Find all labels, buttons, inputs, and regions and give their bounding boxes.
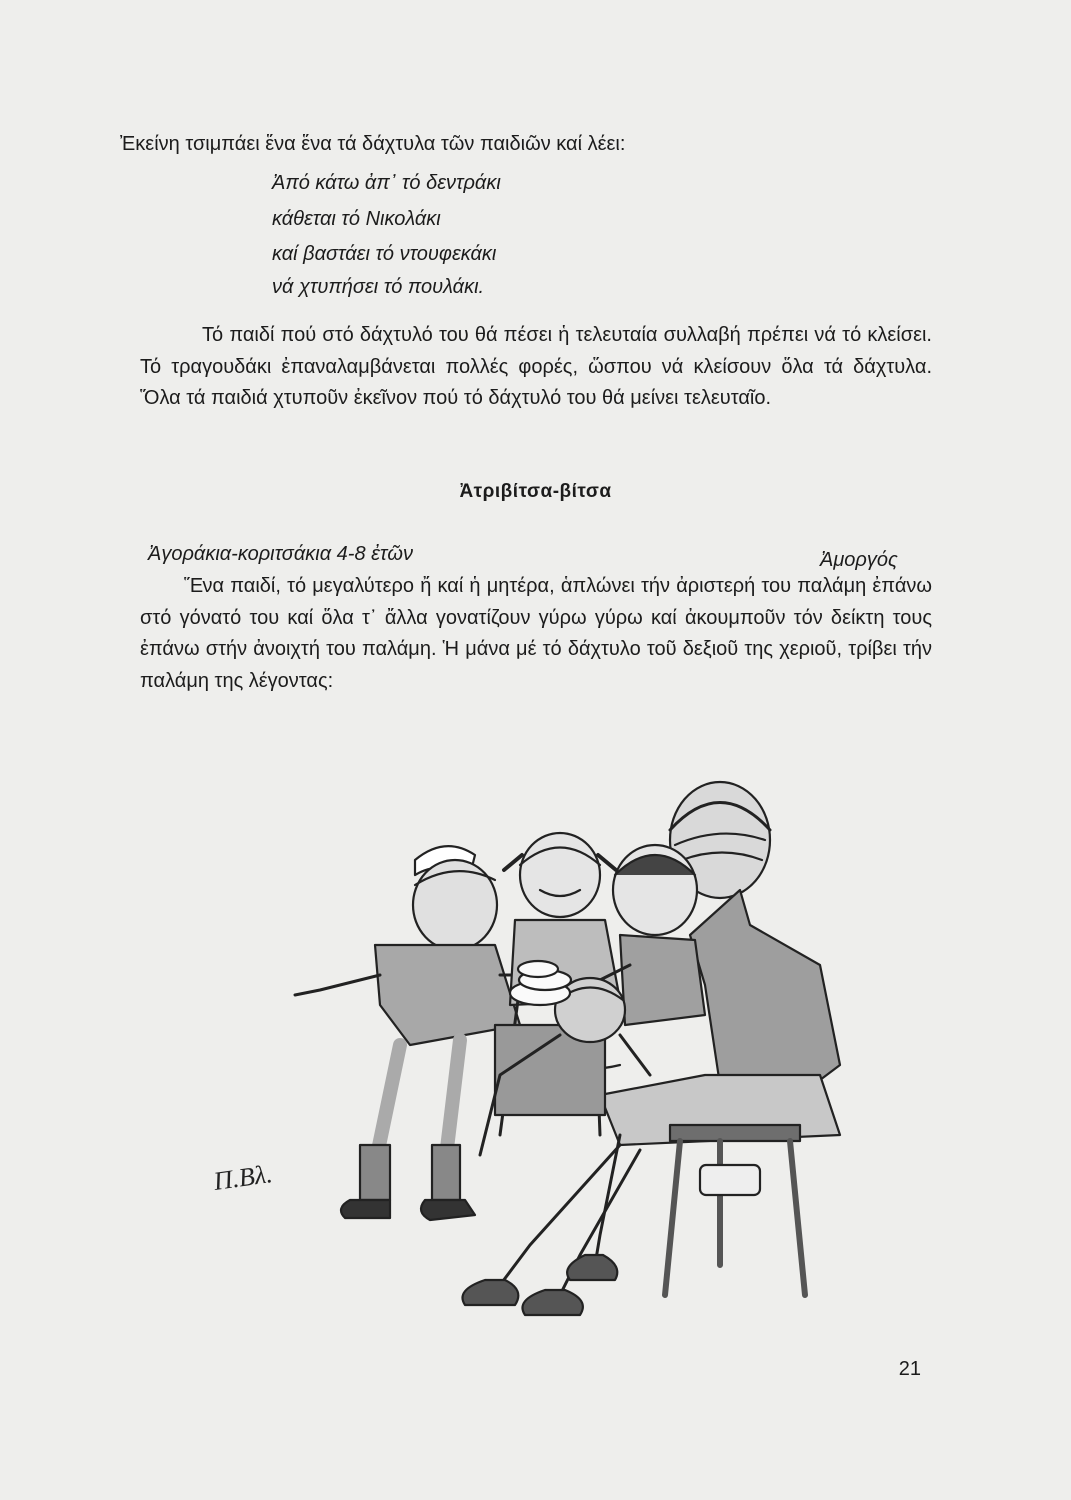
poem-intro: Ἐκείνη τσιμπάει ἕνα ἕνα τά δάχτυλα τῶν παιδιῶν καί λέει:: [120, 133, 626, 155]
game-audience: Ἀγοράκια-κοριτσάκια 4-8 ἐτῶν: [148, 543, 413, 565]
artist-signature: Π.Βλ.: [211, 1159, 275, 1196]
game-region: Ἀμοργός: [820, 549, 898, 571]
poem-line: νά χτυπήσει τό πουλάκι.: [272, 276, 485, 298]
illustration-drawing: [200, 775, 980, 1330]
game-title: Ἀτριβίτσα-βίτσα: [459, 481, 612, 502]
poem-line: Ἀπό κάτω ἀπ᾽ τό δεντράκι: [272, 172, 501, 194]
paragraph-rules: Τό παιδί πού στό δάχτυλό του θά πέσει ἡ τελευταία συλλαβή πρέπει νά τό κλείσει. Τό τραγουδάκι ἐπαναλαμβάνεται πολλές φορές, ὥσπου νά κλείσουν ὅλα τά δάχτυλα. Ὅλα τά παιδιά χτυποῦν ἐκεῖνον πού τό δάχτυλό του θά μείνει τελευταῖο.: [140, 324, 932, 409]
paragraph-description: Ἕνα παιδί, τό μεγαλύτερο ἤ καί ἡ μητέρα, ἁπλώνει τήν ἀριστερή του παλάμη ἐπάνω στό γόνατό του καί ὅλα τ᾽ ἄλλα γονατίζουν γύρω γύρω καί ἀκουμποῦν τόν δείκτη τους ἐπάνω στήν ἀνοιχτή του παλάμη. Ἡ μάνα μέ τό δάχτυλο τοῦ δεξιοῦ της χεριοῦ, τρίβει τήν παλάμη της λέγοντας:: [140, 575, 932, 692]
poem-line: κάθεται τό Νικολάκι: [272, 208, 441, 230]
page-number: 21: [898, 1358, 921, 1380]
poem-line: καί βαστάει τό ντουφεκάκι: [272, 243, 497, 265]
